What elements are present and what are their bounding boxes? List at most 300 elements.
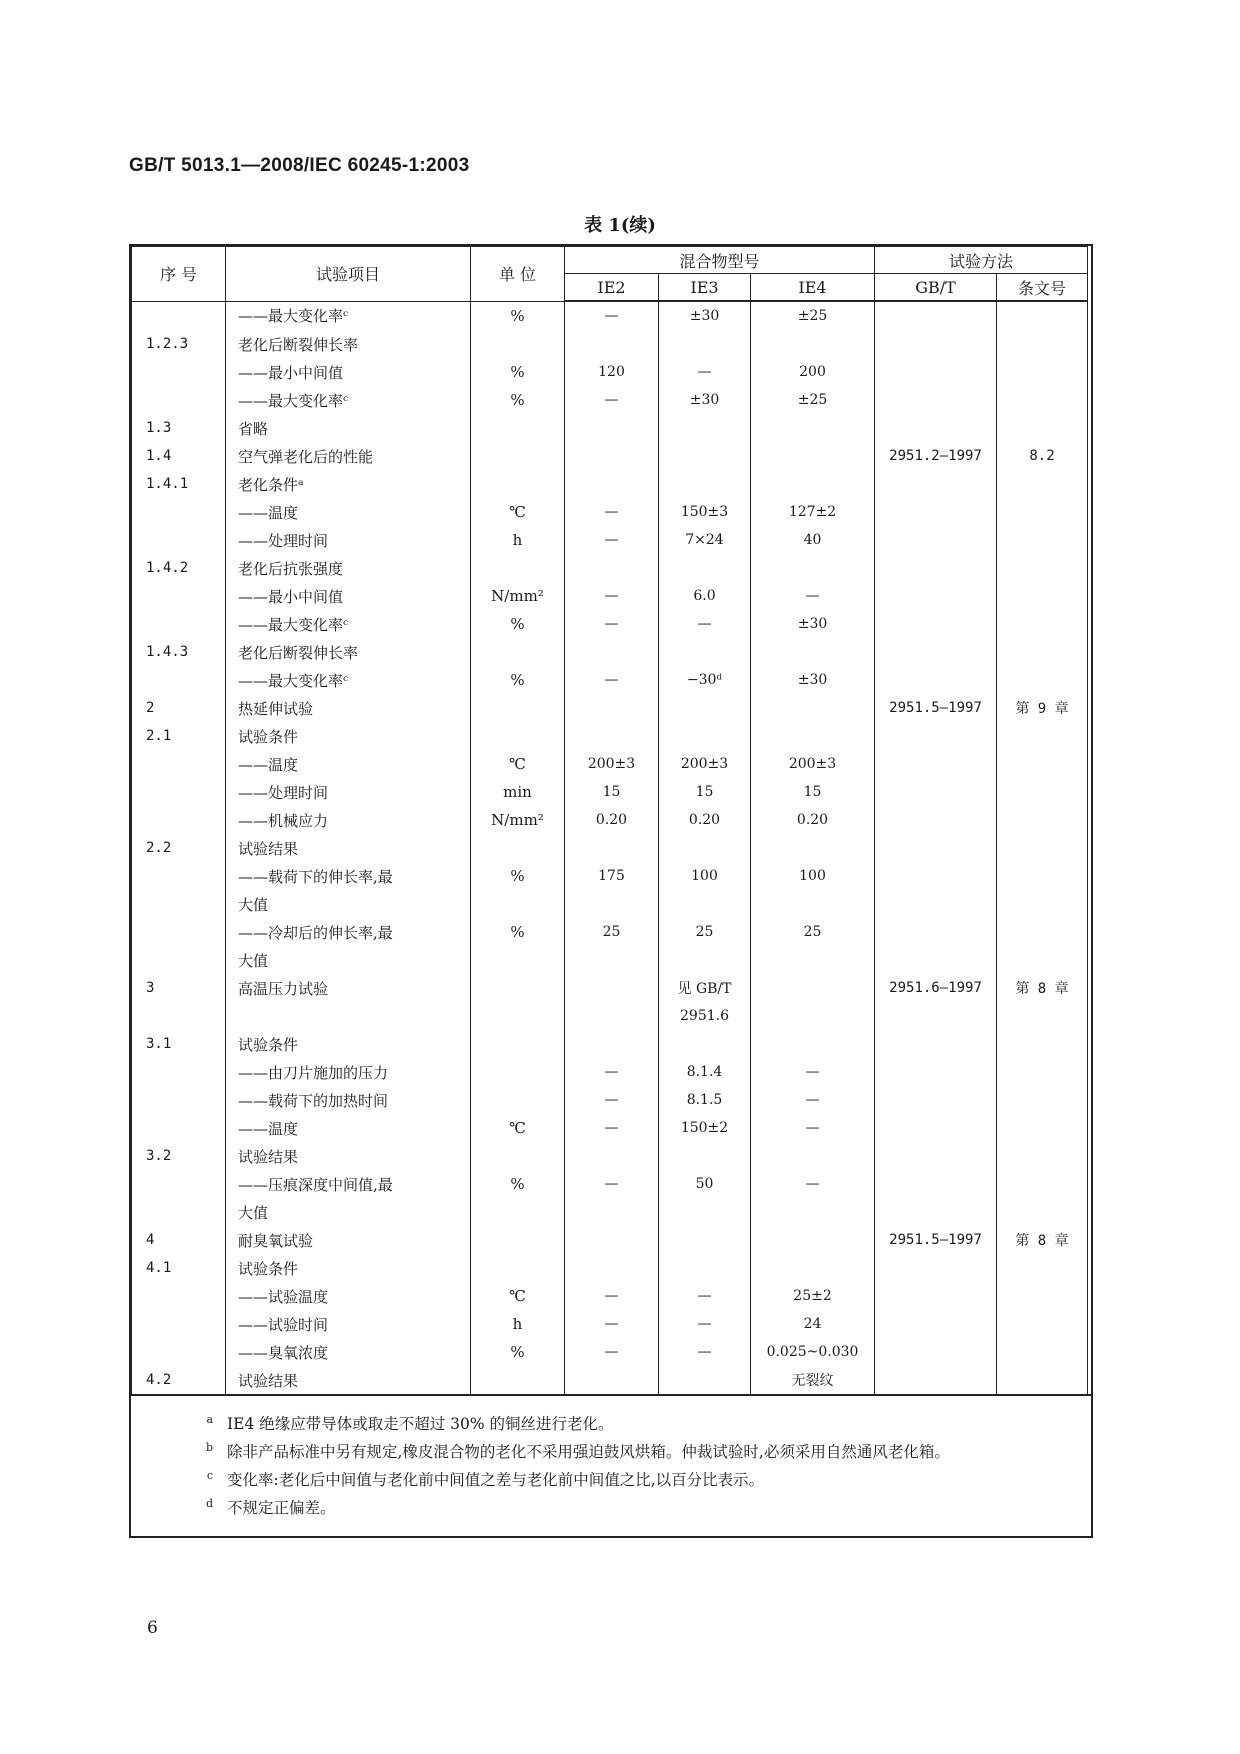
row-seq bbox=[132, 358, 226, 386]
row-ie2: — bbox=[565, 301, 659, 330]
row-ie4: 24 bbox=[751, 1310, 875, 1338]
row-unit: min bbox=[471, 778, 565, 806]
row-clause bbox=[997, 301, 1088, 330]
row-clause bbox=[997, 638, 1088, 666]
row-gbt bbox=[875, 1030, 997, 1058]
row-seq bbox=[132, 918, 226, 946]
row-clause bbox=[997, 1170, 1088, 1198]
row-seq: 1.4.2 bbox=[132, 554, 226, 582]
row-ie4: — bbox=[751, 1170, 875, 1198]
row-ie2 bbox=[565, 470, 659, 498]
table-row bbox=[132, 750, 1088, 778]
row-gbt bbox=[875, 301, 997, 330]
table-row bbox=[132, 1338, 1088, 1366]
table-row bbox=[132, 442, 1088, 470]
row-item: 试验条件 bbox=[226, 722, 471, 750]
row-ie3 bbox=[659, 414, 751, 442]
row-ie3: ±30 bbox=[659, 301, 751, 330]
row-ie2: — bbox=[565, 1170, 659, 1198]
row-ie2 bbox=[565, 834, 659, 862]
row-seq bbox=[132, 806, 226, 834]
row-unit: % bbox=[471, 862, 565, 890]
row-ie3: 150±2 bbox=[659, 1114, 751, 1142]
row-unit: % bbox=[471, 918, 565, 946]
row-ie3: — bbox=[659, 358, 751, 386]
row-clause bbox=[997, 470, 1088, 498]
row-ie3: 15 bbox=[659, 778, 751, 806]
row-ie4 bbox=[751, 1254, 875, 1282]
table-row bbox=[132, 1114, 1088, 1142]
row-ie4: 200±3 bbox=[751, 750, 875, 778]
row-unit bbox=[471, 1198, 565, 1226]
row-unit bbox=[471, 946, 565, 974]
row-ie4: ±30 bbox=[751, 610, 875, 638]
row-unit bbox=[471, 638, 565, 666]
row-clause bbox=[997, 1310, 1088, 1338]
table-row bbox=[132, 1226, 1088, 1254]
row-ie2 bbox=[565, 554, 659, 582]
row-clause bbox=[997, 1198, 1088, 1226]
row-ie2: — bbox=[565, 666, 659, 694]
row-seq bbox=[132, 1310, 226, 1338]
row-ie4 bbox=[751, 330, 875, 358]
row-gbt bbox=[875, 890, 997, 918]
row-seq bbox=[132, 1198, 226, 1226]
row-ie4: 127±2 bbox=[751, 498, 875, 526]
col-header-clause: 条文号 bbox=[997, 274, 1088, 302]
row-ie3: ±30 bbox=[659, 386, 751, 414]
row-gbt bbox=[875, 1310, 997, 1338]
row-unit bbox=[471, 1366, 565, 1394]
row-clause bbox=[997, 1002, 1088, 1030]
row-item: ——最大变化率ᶜ bbox=[226, 610, 471, 638]
table-row bbox=[132, 974, 1088, 1002]
row-item: ——温度 bbox=[226, 1114, 471, 1142]
row-ie3 bbox=[659, 946, 751, 974]
row-item: ——处理时间 bbox=[226, 526, 471, 554]
row-gbt bbox=[875, 1282, 997, 1310]
row-ie2: — bbox=[565, 1282, 659, 1310]
row-gbt bbox=[875, 834, 997, 862]
row-seq bbox=[132, 1086, 226, 1114]
row-ie2 bbox=[565, 1366, 659, 1394]
row-gbt bbox=[875, 1002, 997, 1030]
table-row bbox=[132, 1086, 1088, 1114]
row-ie2 bbox=[565, 974, 659, 1002]
table-row bbox=[132, 526, 1088, 554]
table-row bbox=[132, 638, 1088, 666]
row-seq: 1.2.3 bbox=[132, 330, 226, 358]
row-ie4: 15 bbox=[751, 778, 875, 806]
row-ie2 bbox=[565, 1254, 659, 1282]
row-seq bbox=[132, 750, 226, 778]
row-ie4: — bbox=[751, 1114, 875, 1142]
row-ie4: 100 bbox=[751, 862, 875, 890]
row-seq bbox=[132, 498, 226, 526]
row-ie4: 40 bbox=[751, 526, 875, 554]
row-ie2 bbox=[565, 946, 659, 974]
row-unit: % bbox=[471, 358, 565, 386]
row-ie3 bbox=[659, 1198, 751, 1226]
table-row bbox=[132, 1310, 1088, 1338]
col-header-ie2: IE2 bbox=[565, 274, 659, 302]
row-item: 大值 bbox=[226, 1198, 471, 1226]
row-clause bbox=[997, 918, 1088, 946]
row-item: 老化后抗张强度 bbox=[226, 554, 471, 582]
row-ie2: — bbox=[565, 1310, 659, 1338]
row-clause bbox=[997, 862, 1088, 890]
row-ie3: 0.20 bbox=[659, 806, 751, 834]
table-row bbox=[132, 1142, 1088, 1170]
row-item: ——最大变化率ᶜ bbox=[226, 301, 471, 330]
row-clause bbox=[997, 778, 1088, 806]
page-number: 6 bbox=[147, 1618, 158, 1638]
row-unit bbox=[471, 330, 565, 358]
row-ie3 bbox=[659, 890, 751, 918]
row-ie2 bbox=[565, 330, 659, 358]
row-ie4 bbox=[751, 470, 875, 498]
col-header-compound: 混合物型号 bbox=[565, 247, 875, 274]
row-seq bbox=[132, 1338, 226, 1366]
row-ie4 bbox=[751, 1198, 875, 1226]
row-ie4 bbox=[751, 414, 875, 442]
row-ie3: 6.0 bbox=[659, 582, 751, 610]
row-item: 热延伸试验 bbox=[226, 694, 471, 722]
table-row bbox=[132, 834, 1088, 862]
row-ie3 bbox=[659, 554, 751, 582]
row-ie3: 2951.6 bbox=[659, 1002, 751, 1030]
row-clause bbox=[997, 386, 1088, 414]
row-clause bbox=[997, 946, 1088, 974]
row-ie3 bbox=[659, 694, 751, 722]
col-header-item: 试验项目 bbox=[226, 247, 471, 302]
row-ie4: — bbox=[751, 582, 875, 610]
row-clause bbox=[997, 1114, 1088, 1142]
row-gbt bbox=[875, 1170, 997, 1198]
row-clause bbox=[997, 414, 1088, 442]
row-unit bbox=[471, 1142, 565, 1170]
row-item: 老化条件ᵃ bbox=[226, 470, 471, 498]
row-gbt bbox=[875, 414, 997, 442]
row-ie2: — bbox=[565, 582, 659, 610]
row-unit bbox=[471, 890, 565, 918]
row-item: 试验结果 bbox=[226, 834, 471, 862]
row-unit: N/mm² bbox=[471, 806, 565, 834]
row-unit: ℃ bbox=[471, 1282, 565, 1310]
row-ie3: 150±3 bbox=[659, 498, 751, 526]
row-clause bbox=[997, 1086, 1088, 1114]
row-item: 老化后断裂伸长率 bbox=[226, 638, 471, 666]
row-clause bbox=[997, 1282, 1088, 1310]
row-gbt: 2951.5—1997 bbox=[875, 694, 997, 722]
row-gbt bbox=[875, 1366, 997, 1394]
row-ie2 bbox=[565, 1198, 659, 1226]
table-row bbox=[132, 946, 1088, 974]
col-header-ie3: IE3 bbox=[659, 274, 751, 302]
row-gbt bbox=[875, 1114, 997, 1142]
row-gbt bbox=[875, 554, 997, 582]
row-seq: 2.2 bbox=[132, 834, 226, 862]
row-seq: 1.3 bbox=[132, 414, 226, 442]
row-clause: 8.2 bbox=[997, 442, 1088, 470]
row-gbt bbox=[875, 722, 997, 750]
row-ie4 bbox=[751, 1002, 875, 1030]
table-row bbox=[132, 918, 1088, 946]
row-unit: h bbox=[471, 526, 565, 554]
row-clause bbox=[997, 834, 1088, 862]
row-seq bbox=[132, 1282, 226, 1310]
row-ie3 bbox=[659, 330, 751, 358]
row-item: ——载荷下的加热时间 bbox=[226, 1086, 471, 1114]
row-gbt bbox=[875, 1198, 997, 1226]
table-row bbox=[132, 386, 1088, 414]
row-seq bbox=[132, 1058, 226, 1086]
row-gbt bbox=[875, 750, 997, 778]
row-item: ——温度 bbox=[226, 750, 471, 778]
note-marker: d bbox=[205, 1497, 213, 1510]
row-ie3: — bbox=[659, 610, 751, 638]
table-row bbox=[132, 778, 1088, 806]
table-row bbox=[132, 862, 1088, 890]
row-ie2: — bbox=[565, 526, 659, 554]
row-ie3 bbox=[659, 1226, 751, 1254]
row-ie4: 无裂纹 bbox=[751, 1366, 875, 1394]
row-unit: % bbox=[471, 1170, 565, 1198]
row-ie3 bbox=[659, 1254, 751, 1282]
row-unit bbox=[471, 442, 565, 470]
row-gbt: 2951.5—1997 bbox=[875, 1226, 997, 1254]
row-ie3 bbox=[659, 1030, 751, 1058]
row-ie3: 25 bbox=[659, 918, 751, 946]
row-unit bbox=[471, 414, 565, 442]
row-gbt bbox=[875, 470, 997, 498]
row-gbt bbox=[875, 638, 997, 666]
row-ie3: — bbox=[659, 1338, 751, 1366]
row-item: 试验结果 bbox=[226, 1142, 471, 1170]
row-gbt bbox=[875, 358, 997, 386]
row-gbt bbox=[875, 386, 997, 414]
row-ie2 bbox=[565, 1002, 659, 1030]
row-ie2: 0.20 bbox=[565, 806, 659, 834]
table-body bbox=[132, 301, 1088, 1394]
row-item: ——温度 bbox=[226, 498, 471, 526]
row-ie3 bbox=[659, 722, 751, 750]
row-ie4 bbox=[751, 694, 875, 722]
row-seq bbox=[132, 862, 226, 890]
table-row bbox=[132, 498, 1088, 526]
row-ie2: 120 bbox=[565, 358, 659, 386]
row-item: ——载荷下的伸长率,最 bbox=[226, 862, 471, 890]
row-clause bbox=[997, 610, 1088, 638]
row-seq: 4.1 bbox=[132, 1254, 226, 1282]
row-ie2: 175 bbox=[565, 862, 659, 890]
standard-code: GB/T 5013.1—2008/IEC 60245-1:2003 bbox=[129, 155, 470, 176]
row-seq bbox=[132, 610, 226, 638]
row-seq: 3.1 bbox=[132, 1030, 226, 1058]
row-unit bbox=[471, 1058, 565, 1086]
row-item: ——机械应力 bbox=[226, 806, 471, 834]
row-item: 省略 bbox=[226, 414, 471, 442]
row-unit: % bbox=[471, 386, 565, 414]
row-unit bbox=[471, 1002, 565, 1030]
row-ie4 bbox=[751, 1226, 875, 1254]
row-ie4 bbox=[751, 974, 875, 1002]
row-unit bbox=[471, 694, 565, 722]
spec-table-frame bbox=[129, 244, 1093, 1538]
row-unit: % bbox=[471, 1338, 565, 1366]
row-seq bbox=[132, 386, 226, 414]
row-unit bbox=[471, 834, 565, 862]
row-ie3: 50 bbox=[659, 1170, 751, 1198]
table-row bbox=[132, 806, 1088, 834]
table-row bbox=[132, 694, 1088, 722]
table-row bbox=[132, 666, 1088, 694]
row-item bbox=[226, 1002, 471, 1030]
row-ie2 bbox=[565, 890, 659, 918]
table-row bbox=[132, 358, 1088, 386]
row-clause bbox=[997, 890, 1088, 918]
row-ie2: — bbox=[565, 1114, 659, 1142]
col-header-gbt: GB/T bbox=[875, 274, 997, 302]
table-row bbox=[132, 1002, 1088, 1030]
row-ie3: 8.1.5 bbox=[659, 1086, 751, 1114]
table-row bbox=[132, 1254, 1088, 1282]
row-seq bbox=[132, 1170, 226, 1198]
row-item: 耐臭氧试验 bbox=[226, 1226, 471, 1254]
row-ie4: 200 bbox=[751, 358, 875, 386]
row-gbt bbox=[875, 1338, 997, 1366]
table-note bbox=[131, 1466, 1081, 1494]
row-ie3 bbox=[659, 638, 751, 666]
row-seq: 2 bbox=[132, 694, 226, 722]
row-item: ——压痕深度中间值,最 bbox=[226, 1170, 471, 1198]
table-row bbox=[132, 1170, 1088, 1198]
row-ie4 bbox=[751, 722, 875, 750]
row-seq bbox=[132, 946, 226, 974]
row-seq: 1.4.3 bbox=[132, 638, 226, 666]
row-ie4 bbox=[751, 442, 875, 470]
row-unit bbox=[471, 1030, 565, 1058]
row-ie3: — bbox=[659, 1310, 751, 1338]
row-ie4 bbox=[751, 1030, 875, 1058]
row-seq: 1.4.1 bbox=[132, 470, 226, 498]
spec-table bbox=[131, 246, 1088, 1394]
row-clause bbox=[997, 806, 1088, 834]
note-text: 不规定正偏差。 bbox=[227, 1499, 336, 1517]
row-ie4: ±30 bbox=[751, 666, 875, 694]
row-ie4: 25±2 bbox=[751, 1282, 875, 1310]
row-item: 试验条件 bbox=[226, 1030, 471, 1058]
row-unit bbox=[471, 470, 565, 498]
row-ie2: 15 bbox=[565, 778, 659, 806]
row-gbt bbox=[875, 778, 997, 806]
row-ie3: 8.1.4 bbox=[659, 1058, 751, 1086]
row-gbt bbox=[875, 1058, 997, 1086]
table-note bbox=[131, 1494, 1081, 1522]
row-ie2 bbox=[565, 694, 659, 722]
row-unit: h bbox=[471, 1310, 565, 1338]
row-gbt: 2951.2—1997 bbox=[875, 442, 997, 470]
row-ie2 bbox=[565, 1142, 659, 1170]
row-ie3: 100 bbox=[659, 862, 751, 890]
row-clause: 第 9 章 bbox=[997, 694, 1088, 722]
row-ie4: 25 bbox=[751, 918, 875, 946]
table-row bbox=[132, 1366, 1088, 1394]
row-gbt bbox=[875, 610, 997, 638]
note-text: IE4 绝缘应带导体或取走不超过 30% 的铜丝进行老化。 bbox=[227, 1415, 614, 1433]
row-seq bbox=[132, 1114, 226, 1142]
row-unit bbox=[471, 974, 565, 1002]
row-clause bbox=[997, 1338, 1088, 1366]
row-ie2: — bbox=[565, 386, 659, 414]
row-gbt bbox=[875, 1086, 997, 1114]
row-clause bbox=[997, 722, 1088, 750]
row-unit: ℃ bbox=[471, 1114, 565, 1142]
row-seq: 3 bbox=[132, 974, 226, 1002]
row-ie3 bbox=[659, 442, 751, 470]
table-row bbox=[132, 1030, 1088, 1058]
row-ie4: ±25 bbox=[751, 301, 875, 330]
row-seq: 4.2 bbox=[132, 1366, 226, 1394]
row-ie4: 0.20 bbox=[751, 806, 875, 834]
row-item: 试验结果 bbox=[226, 1366, 471, 1394]
row-ie4 bbox=[751, 638, 875, 666]
table-notes bbox=[131, 1394, 1091, 1536]
row-item: ——臭氧浓度 bbox=[226, 1338, 471, 1366]
row-seq bbox=[132, 582, 226, 610]
row-gbt bbox=[875, 862, 997, 890]
row-seq bbox=[132, 666, 226, 694]
row-clause bbox=[997, 498, 1088, 526]
row-ie4: 0.025~0.030 bbox=[751, 1338, 875, 1366]
row-seq bbox=[132, 526, 226, 554]
row-clause bbox=[997, 330, 1088, 358]
row-gbt bbox=[875, 498, 997, 526]
row-ie3: — bbox=[659, 1282, 751, 1310]
row-item: ——最小中间值 bbox=[226, 358, 471, 386]
row-unit: % bbox=[471, 666, 565, 694]
row-item: ——试验时间 bbox=[226, 1310, 471, 1338]
row-item: ——最大变化率ᶜ bbox=[226, 386, 471, 414]
table-row bbox=[132, 582, 1088, 610]
row-ie3 bbox=[659, 1142, 751, 1170]
row-item: ——由刀片施加的压力 bbox=[226, 1058, 471, 1086]
table-row bbox=[132, 301, 1088, 330]
row-ie4: — bbox=[751, 1058, 875, 1086]
row-unit: ℃ bbox=[471, 498, 565, 526]
row-unit bbox=[471, 1254, 565, 1282]
row-ie3 bbox=[659, 1366, 751, 1394]
row-ie2 bbox=[565, 442, 659, 470]
row-ie4 bbox=[751, 1142, 875, 1170]
table-row bbox=[132, 470, 1088, 498]
row-ie2: — bbox=[565, 610, 659, 638]
row-seq bbox=[132, 778, 226, 806]
table-row bbox=[132, 414, 1088, 442]
row-item: 老化后断裂伸长率 bbox=[226, 330, 471, 358]
row-gbt bbox=[875, 1142, 997, 1170]
col-header-method: 试验方法 bbox=[875, 247, 1088, 274]
row-ie2: — bbox=[565, 1058, 659, 1086]
row-clause bbox=[997, 750, 1088, 778]
row-ie3 bbox=[659, 834, 751, 862]
row-item: 大值 bbox=[226, 946, 471, 974]
row-item: 大值 bbox=[226, 890, 471, 918]
row-item: ——处理时间 bbox=[226, 778, 471, 806]
row-gbt bbox=[875, 918, 997, 946]
row-ie2 bbox=[565, 414, 659, 442]
row-clause: 第 8 章 bbox=[997, 974, 1088, 1002]
